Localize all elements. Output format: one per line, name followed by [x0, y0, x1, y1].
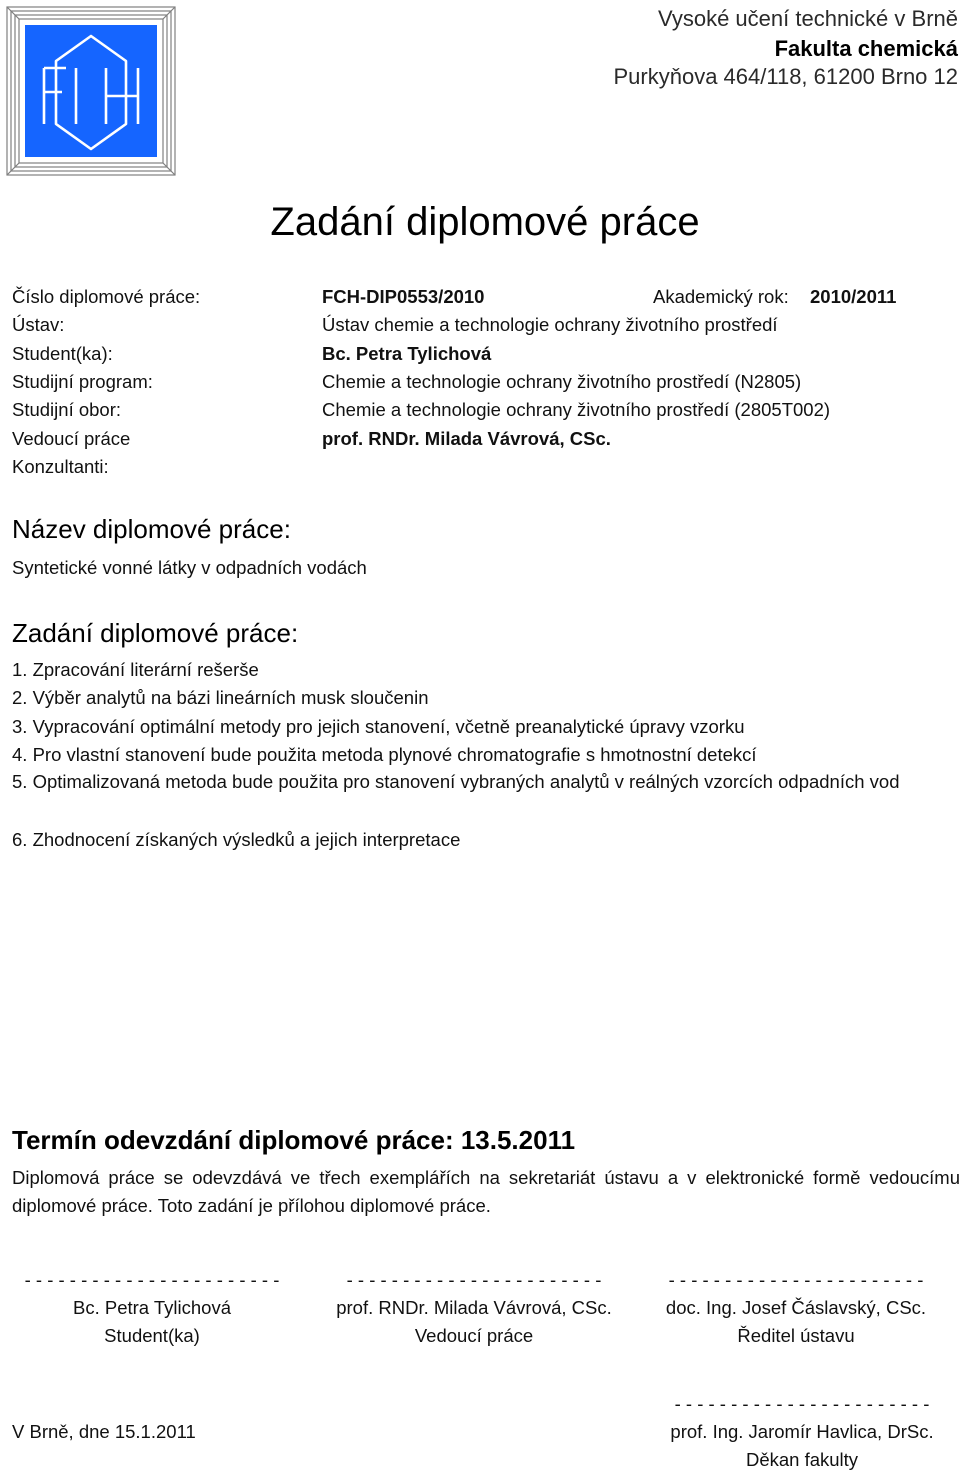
signature-student-name: Bc. Petra Tylichová	[72, 1297, 231, 1318]
signature-dean-name: prof. Ing. Jaromír Havlica, DrSc.	[670, 1421, 934, 1442]
assignment-item: 4. Pro vlastní stanovení bude použita metoda plynové chromatografie s hmotnostní detekcí	[12, 744, 757, 765]
document-title: Zadání diplomové práce	[270, 200, 700, 244]
institute-label: Ústav:	[12, 314, 65, 335]
study-program-value: Chemie a technologie ochrany životního prostředí (N2805)	[322, 371, 802, 392]
faculty-logo	[6, 6, 176, 176]
consultants-label: Konzultanti:	[12, 456, 109, 477]
signature-supervisor-name: prof. RNDr. Milada Vávrová, CSc.	[336, 1297, 612, 1318]
signature-line-supervisor: - - - - - - - - - - - - - - - - - - - - - - -	[346, 1269, 602, 1290]
supervisor-value: prof. RNDr. Milada Vávrová, CSc.	[322, 428, 611, 449]
assignment-item: 5. Optimalizovaná metoda bude použita pro stanovení vybraných analytů v reálných vzorcích odpadních vod	[12, 771, 900, 792]
signature-student-role: Student(ka)	[104, 1325, 200, 1346]
signature-line-student: - - - - - - - - - - - - - - - - - - - - - - -	[24, 1269, 280, 1290]
academic-year-label: Akademický rok:	[653, 286, 789, 307]
signature-supervisor-role: Vedoucí práce	[414, 1325, 534, 1346]
signature-director-name: doc. Ing. Josef Čáslavský, CSc.	[665, 1297, 927, 1318]
thesis-number-value: FCH-DIP0553/2010	[322, 286, 485, 307]
faculty-address: Purkyňova 464/118, 61200 Brno 12	[613, 64, 958, 89]
signature-line-director: - - - - - - - - - - - - - - - - - - - - - - -	[668, 1269, 924, 1290]
deadline-heading: Termín odevzdání diplomové práce: 13.5.2011	[12, 1125, 576, 1155]
institute-value: Ústav chemie a technologie ochrany životního prostředí	[322, 314, 778, 335]
signature-director-role: Ředitel ústavu	[737, 1325, 855, 1346]
thesis-name-value: Syntetické vonné látky v odpadních vodách	[12, 557, 367, 578]
thesis-number-label: Číslo diplomové práce:	[12, 286, 201, 307]
study-field-label: Studijní obor:	[12, 399, 122, 420]
study-program-label: Studijní program:	[12, 371, 153, 392]
assignment-item: 1. Zpracování literární rešerše	[12, 659, 259, 680]
place-date: V Brně, dne 15.1.2011	[12, 1421, 196, 1442]
supervisor-label: Vedoucí práce	[12, 428, 131, 449]
study-field-value: Chemie a technologie ochrany životního prostředí (2805T002)	[322, 399, 831, 420]
university-name: Vysoké učení technické v Brně	[657, 6, 958, 31]
thesis-name-heading: Název diplomové práce:	[12, 514, 291, 544]
assignment-item: 2. Výběr analytů na bázi lineárních musk sloučenin	[12, 687, 429, 708]
deadline-note: Diplomová práce se odevzdává ve třech exemplářích na sekretariát ústavu a v elektronické formě vedoucímu diplomové práce. Toto zadání je přílohou diplomové práce.	[12, 1167, 960, 1216]
faculty-name: Fakulta chemická	[774, 36, 958, 61]
assignment-heading: Zadání diplomové práce:	[12, 618, 299, 648]
assignment-item: 6. Zhodnocení získaných výsledků a jejich interpretace	[12, 829, 461, 850]
signature-line-dean: - - - - - - - - - - - - - - - - - - - - - - -	[674, 1393, 930, 1414]
student-value: Bc. Petra Tylichová	[322, 343, 492, 364]
academic-year-value: 2010/2011	[810, 286, 897, 307]
assignment-item: 3. Vypracování optimální metody pro jejich stanovení, včetně preanalytické úpravy vzorku	[12, 716, 745, 737]
student-label: Student(ka):	[12, 343, 113, 364]
signature-dean-role: Děkan fakulty	[745, 1449, 859, 1470]
